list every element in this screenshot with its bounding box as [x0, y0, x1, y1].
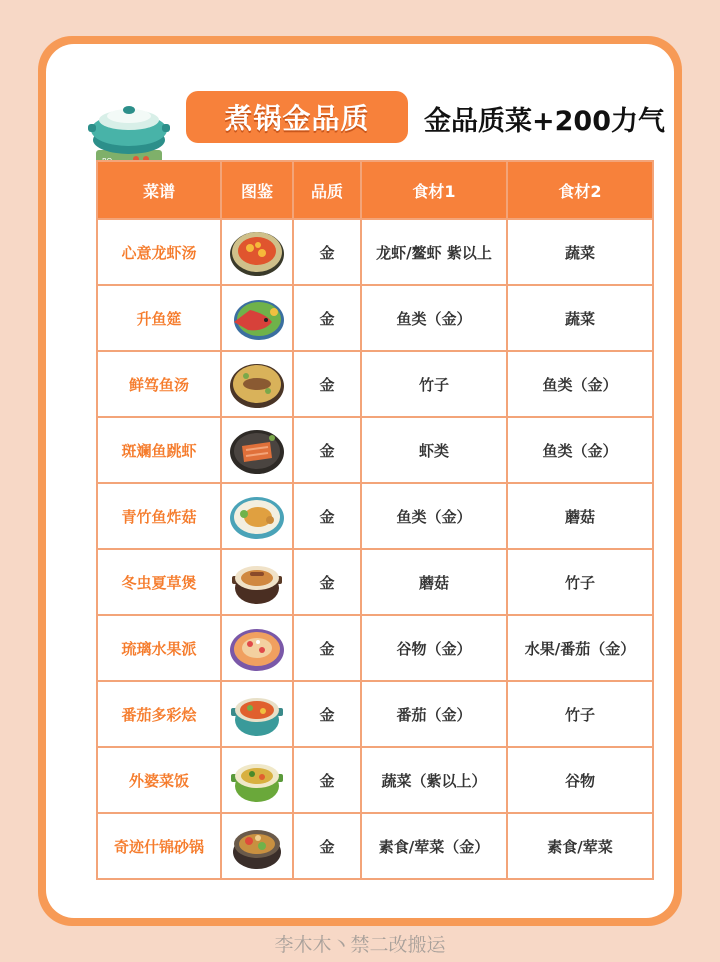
ingredient-1-cell: 蘑菇 [361, 549, 507, 615]
tomato-stew-icon [228, 688, 286, 740]
ingredient-2-cell: 蘑菇 [507, 483, 653, 549]
page-subtitle: 金品质菜+200力气 [424, 105, 665, 137]
lobster-soup-icon [228, 226, 286, 278]
ingredient-2-cell: 鱼类（金） [507, 351, 653, 417]
ingredient-2-cell: 水果/番茄（金） [507, 615, 653, 681]
table-row [97, 549, 653, 615]
card [46, 44, 674, 918]
assorted-casserole-icon [228, 820, 286, 872]
quality-cell: 金 [293, 549, 361, 615]
header-quality: 品质 [293, 161, 361, 219]
ingredient-2-cell: 蔬菜 [507, 285, 653, 351]
header-ingredient-2: 食材2 [507, 161, 653, 219]
quality-cell: 金 [293, 417, 361, 483]
table-row [97, 219, 653, 285]
header-recipe: 菜谱 [97, 161, 221, 219]
fruit-pie-icon [228, 622, 286, 674]
footer-credit: 李木木丶禁二改搬运 [274, 934, 446, 956]
recipe-name: 琉璃水果派 [97, 615, 221, 681]
recipe-name: 番茄多彩烩 [97, 681, 221, 747]
table-header-row [97, 161, 653, 219]
quality-cell: 金 [293, 219, 361, 285]
header-illustration: 图鉴 [221, 161, 293, 219]
ingredient-1-cell: 素食/荤菜（金） [361, 813, 507, 879]
ingredient-1-cell: 竹子 [361, 351, 507, 417]
ingredient-2-cell: 蔬菜 [507, 219, 653, 285]
ingredient-2-cell: 鱼类（金） [507, 417, 653, 483]
ingredient-1-cell: 龙虾/鳌虾 紫以上 [361, 219, 507, 285]
fish-shrimp-icon [228, 424, 286, 476]
ingredient-1-cell: 鱼类（金） [361, 483, 507, 549]
ingredient-1-cell: 谷物（金） [361, 615, 507, 681]
recipe-name: 斑斓鱼跳虾 [97, 417, 221, 483]
recipe-name: 奇迹什锦砂锅 [97, 813, 221, 879]
ingredient-1-cell: 鱼类（金） [361, 285, 507, 351]
table-row [97, 681, 653, 747]
quality-cell: 金 [293, 747, 361, 813]
quality-cell: 金 [293, 615, 361, 681]
table-row [97, 813, 653, 879]
table-row [97, 747, 653, 813]
ingredient-1-cell: 虾类 [361, 417, 507, 483]
quality-cell: 金 [293, 813, 361, 879]
header-ingredient-1: 食材1 [361, 161, 507, 219]
quality-cell: 金 [293, 681, 361, 747]
quality-cell: 金 [293, 351, 361, 417]
table-row [97, 615, 653, 681]
recipe-name: 青竹鱼炸菇 [97, 483, 221, 549]
ingredient-2-cell: 竹子 [507, 549, 653, 615]
recipe-name: 鲜笃鱼汤 [97, 351, 221, 417]
veggie-rice-icon [228, 754, 286, 806]
recipe-name: 外婆菜饭 [97, 747, 221, 813]
fried-fish-mushroom-icon [228, 490, 286, 542]
ingredient-2-cell: 素食/荤菜 [507, 813, 653, 879]
fish-soup-icon [228, 358, 286, 410]
table-row [97, 351, 653, 417]
table-row [97, 285, 653, 351]
recipe-name: 升鱼筵 [97, 285, 221, 351]
quality-cell: 金 [293, 483, 361, 549]
recipe-name: 冬虫夏草煲 [97, 549, 221, 615]
recipe-table [96, 160, 654, 880]
quality-cell: 金 [293, 285, 361, 351]
ingredient-2-cell: 竹子 [507, 681, 653, 747]
ingredient-1-cell: 番茄（金） [361, 681, 507, 747]
table-row [97, 483, 653, 549]
recipe-name: 心意龙虾汤 [97, 219, 221, 285]
table-row [97, 417, 653, 483]
ingredient-1-cell: 蔬菜（紫以上） [361, 747, 507, 813]
card-frame [38, 36, 682, 926]
fish-banquet-icon [228, 292, 286, 344]
cordyceps-pot-icon [228, 556, 286, 608]
page-title: 煮锅金品质 [186, 91, 408, 143]
ingredient-2-cell: 谷物 [507, 747, 653, 813]
